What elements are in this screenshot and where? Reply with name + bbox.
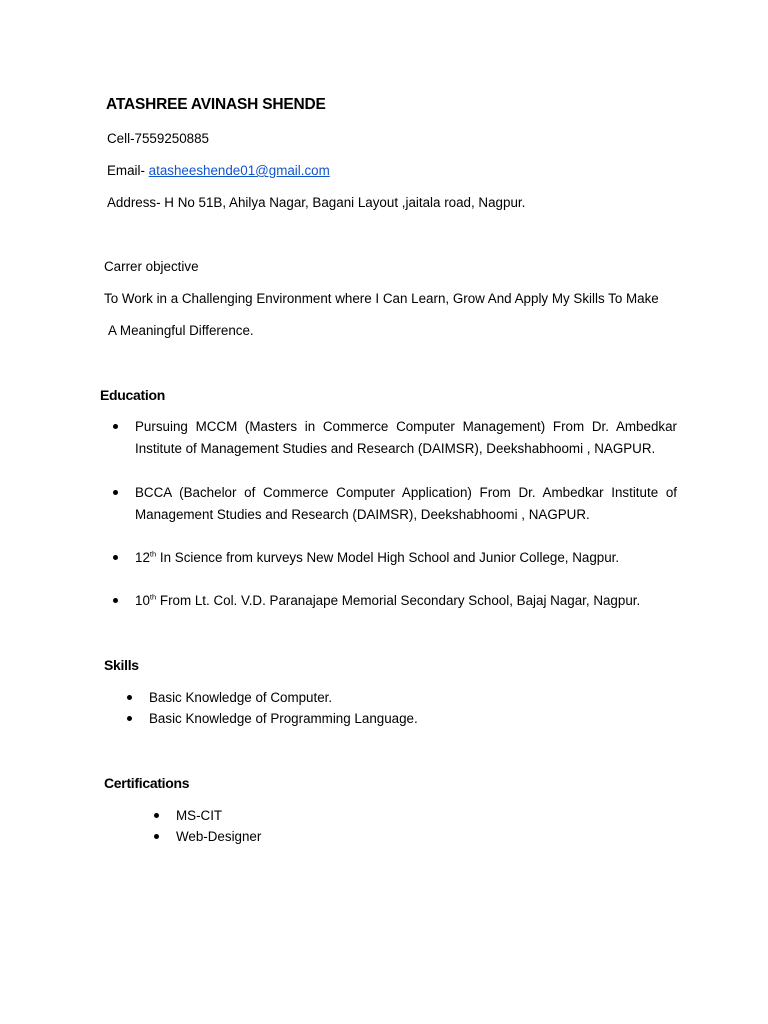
email-line xyxy=(107,163,330,179)
grade-number: 12 xyxy=(135,550,150,565)
cell-number: Cell-7559250885 xyxy=(107,131,209,146)
skill-item: Basic Knowledge of Programming Language. xyxy=(149,711,418,726)
certification-item: MS-CIT xyxy=(176,808,223,823)
email-label: Email- xyxy=(107,163,149,178)
education-item: Pursuing MCCM (Masters in Commerce Computer Management) From Dr. Ambedkar Institute of Management Studies and Research (DAIMSR), Deekshabhoomi , NAGPUR. xyxy=(135,419,677,456)
education-item xyxy=(135,593,640,609)
bullet-icon xyxy=(127,695,132,700)
bullet-icon xyxy=(154,834,159,839)
ordinal-suffix: th xyxy=(149,592,157,602)
skills-heading: Skills xyxy=(104,657,139,673)
bullet-icon xyxy=(113,490,118,495)
bullet-icon xyxy=(113,598,118,603)
candidate-name: ATASHREE AVINASH SHENDE xyxy=(106,96,326,113)
grade-number: 10 xyxy=(135,593,150,608)
bullet-icon xyxy=(113,424,118,429)
skill-item: Basic Knowledge of Computer. xyxy=(149,690,333,705)
bullet-icon xyxy=(127,716,132,721)
objective-heading: Carrer objective xyxy=(104,259,199,274)
education-item xyxy=(135,550,619,566)
objective-text-line-1: To Work in a Challenging Environment where I Can Learn, Grow And Apply My Skills To Make xyxy=(104,291,659,306)
bullet-icon xyxy=(154,813,159,818)
bullet-icon xyxy=(113,555,118,560)
address: Address- H No 51B, Ahilya Nagar, Bagani Layout ,jaitala road, Nagpur. xyxy=(107,195,526,210)
ordinal-suffix: th xyxy=(149,549,157,559)
education-item: BCCA (Bachelor of Commerce Computer Application) From Dr. Ambedkar Institute of Management Studies and Research (DAIMSR), Deekshabhoomi , NAGPUR. xyxy=(135,485,677,522)
education-item-text: From Lt. Col. V.D. Paranajape Memorial Secondary School, Bajaj Nagar, Nagpur. xyxy=(156,593,641,608)
certifications-heading: Certifications xyxy=(104,775,190,791)
education-item-text: In Science from kurveys New Model High School and Junior College, Nagpur. xyxy=(156,550,620,565)
email-link[interactable]: atasheeshende01@gmail.com xyxy=(148,163,330,178)
education-heading: Education xyxy=(100,387,165,403)
objective-text-line-2: A Meaningful Difference. xyxy=(108,323,254,338)
certification-item: Web-Designer xyxy=(176,829,262,844)
